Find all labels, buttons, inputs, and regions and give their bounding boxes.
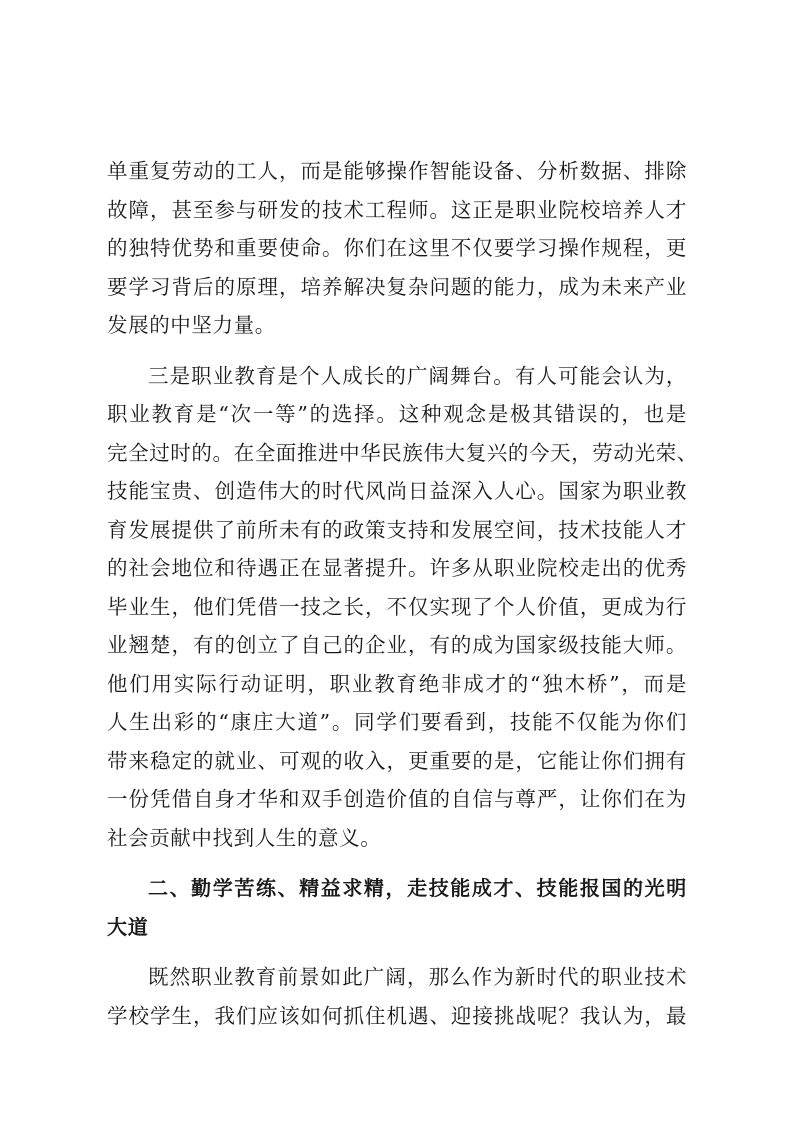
- text-line: 毕业生，他们凭借一技之长，不仅实现了个人价值，更成为行: [107, 594, 687, 619]
- text-line: 社会贡献中找到人生的意义。: [107, 825, 382, 850]
- text-line: 故障，甚至参与研发的技术工程师。这正是职业院校培养人才: [107, 197, 687, 222]
- text-line: 业翘楚，有的创立了自己的企业，有的成为国家级技能大师。: [107, 633, 687, 657]
- text-line: 完全过时的。在全面推进中华民族伟大复兴的今天，劳动光荣、: [107, 440, 698, 465]
- text-line: 带来稳定的就业、可观的收入，更重要的是，它能让你们拥有: [107, 748, 687, 773]
- document-body: [107, 152, 698, 1035]
- text-line: 发展的中坚力量。: [107, 313, 276, 337]
- section-heading: [107, 869, 687, 946]
- text-line: 三是职业教育是个人成长的广阔舞台。有人可能会认为，: [148, 363, 687, 388]
- heading-line: 二、勤学苦练、精益求精，走技能成才、技能报国的光明: [148, 876, 687, 900]
- text-line: 育发展提供了前所未有的政策支持和发展空间，技术技能人才: [107, 517, 687, 542]
- text-line: 技能宝贵、创造伟大的时代风尚日益深入人心。国家为职业教: [107, 479, 687, 503]
- text-line: 的社会地位和待遇正在显著提升。许多从职业院校走出的优秀: [107, 556, 687, 580]
- paragraph-point-three: [107, 357, 698, 858]
- text-line: 要学习背后的原理，培养解决复杂问题的能力，成为未来产业: [107, 274, 687, 299]
- text-line: 他们用实际行动证明，职业教育绝非成才的“独木桥”，而是: [107, 671, 687, 696]
- paragraph-continuation: [107, 152, 687, 345]
- text-line: 人生出彩的“康庄大道”。同学们要看到，技能不仅能为你们: [107, 710, 687, 734]
- text-line: 学校学生，我们应该如何抓住机遇、迎接挑战呢？我认为，最: [107, 1003, 687, 1028]
- text-line: 职业教育是“次一等”的选择。这种观念是极其错误的，也是: [107, 402, 687, 426]
- paragraph-section-intro: [107, 958, 687, 1035]
- text-line: 单重复劳动的工人，而是能够操作智能设备、分析数据、排除: [107, 159, 687, 183]
- heading-line: 大道: [107, 914, 149, 939]
- text-line: 一份凭借自身才华和双手创造价值的自信与尊严，让你们在为: [107, 787, 687, 811]
- text-line: 的独特优势和重要使命。你们在这里不仅要学习操作规程，更: [107, 236, 687, 260]
- text-line: 既然职业教育前景如此广阔，那么作为新时代的职业技术: [148, 965, 687, 989]
